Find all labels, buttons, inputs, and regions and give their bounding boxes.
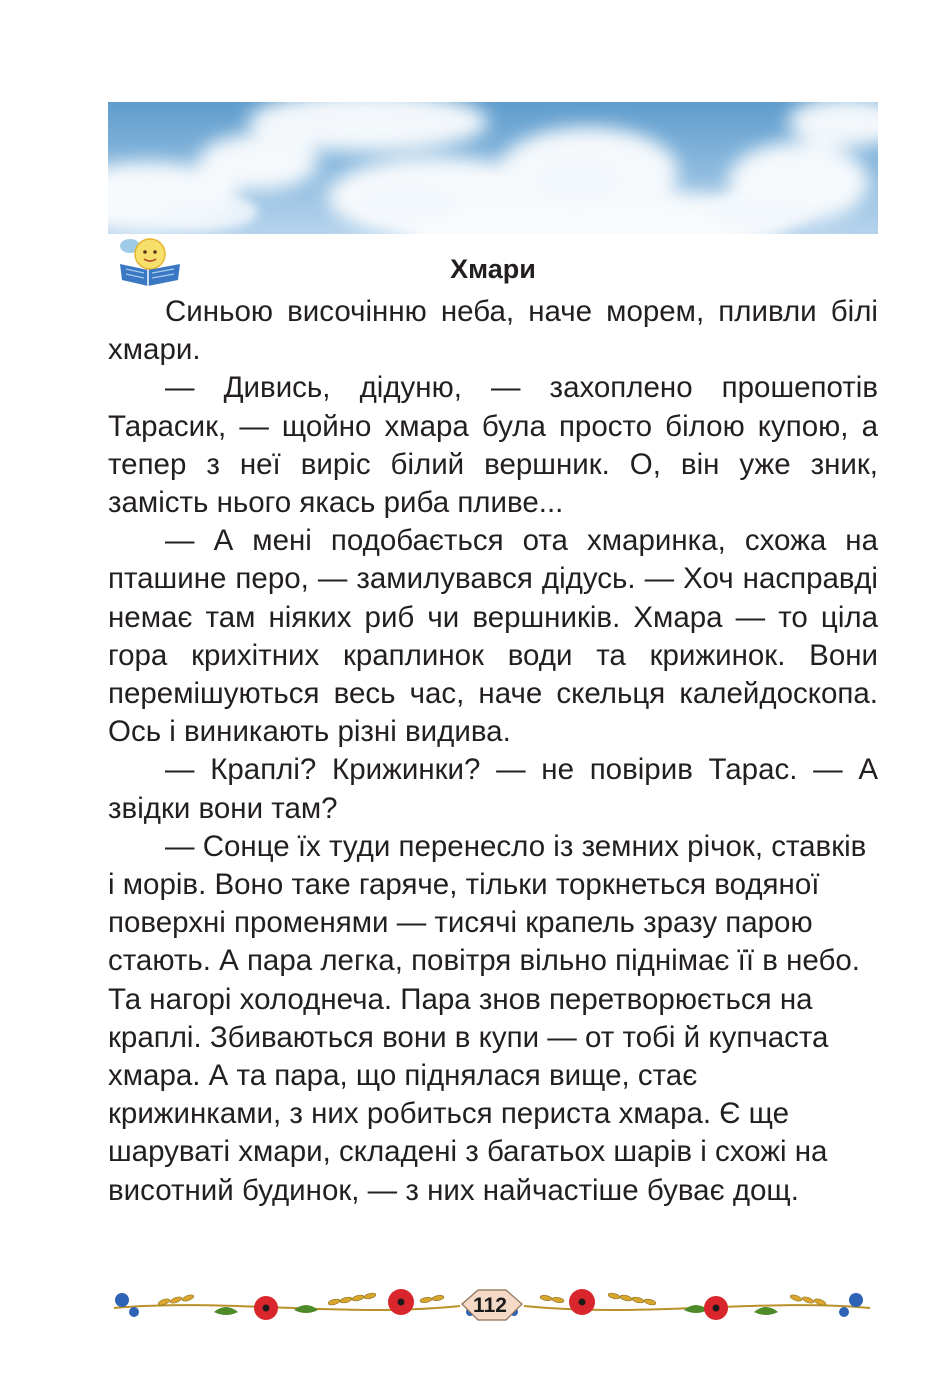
paragraph: Синьою височінню неба, наче морем, пливли білі хмари. (108, 295, 878, 367)
paragraph: — Дивись, дідуню, — захоплено прошепотів Тарасик, — щойно хмара була просто білою купою, а тепер з неї виріс білий вершник. О, він уже зник, замість нього якась риба пливе... (108, 371, 878, 520)
story-title: Хмари (450, 254, 536, 284)
paragraph: — А мені подобається ота хмаринка, схожа на пташине перо, — замилувався дідусь. — Хоч насправді немає там ніяких риб чи вершників. Хмара — то ціла гора крихітних краплинок води та крижинок. Вони перемішуються весь час, наче скельця калейдоскопа. Ось і виникають різні видива. (108, 524, 878, 749)
clouds-image (108, 102, 878, 234)
paragraph: — Краплі? Крижинки? — не повірив Тарас. — А звідки вони там? (108, 753, 878, 825)
story-text (108, 293, 878, 1210)
paragraph: — Сонце їх туди перенесло із земних річок, ставків і морів. Воно таке гаряче, тільки торкнеться водяної поверхні променями — тисячі крапель зразу парою стають. А пара легка, повітря вільно піднімає її в небо. Та нагорі холоднеча. Пара знов перетворюється на краплі. Збиваються вони в купи — от тобі й купчаста хмара. А та пара, що піднялася вище, стає крижинками, з них робиться периста хмара. Є ще шаруваті хмари, складені з багатьох шарів і схожі на висотний будинок, — з них найчастіше буває дощ. (108, 829, 867, 1207)
page-number: 112 (473, 1294, 507, 1317)
sky-clouds-banner (108, 102, 878, 234)
